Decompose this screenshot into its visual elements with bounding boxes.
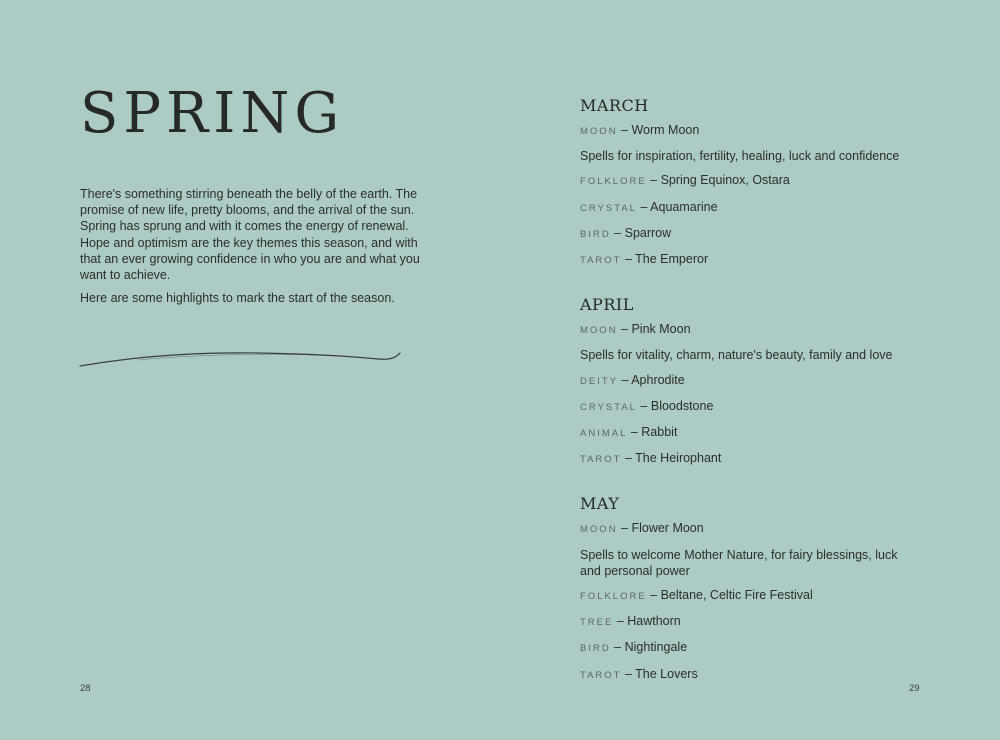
entry-key: BIRD: [580, 228, 611, 240]
entry-separator: –: [636, 199, 651, 214]
entry-value: Sparrow: [624, 225, 672, 240]
month-entry: [580, 347, 920, 363]
entry-separator: –: [617, 521, 632, 536]
entry-value: The Lovers: [635, 666, 698, 681]
entry-separator: –: [646, 588, 661, 603]
month-entry: [580, 372, 920, 390]
entry-key: TAROT: [580, 255, 622, 267]
entry-key: ANIMAL: [580, 428, 628, 440]
entry-separator: –: [613, 614, 628, 629]
entry-key: MOON: [580, 126, 618, 137]
entry-value: Hawthorn: [627, 614, 681, 629]
entry-key: CRYSTAL: [580, 401, 637, 413]
entry-separator: –: [621, 451, 636, 466]
entry-key: DEITY: [580, 375, 618, 387]
entry-value: Flower Moon: [631, 521, 704, 536]
decorative-swash: [78, 348, 404, 372]
intro-text: [80, 186, 430, 313]
entry-separator: –: [627, 425, 642, 440]
entry-key: BIRD: [580, 643, 611, 655]
entry-key: TREE: [580, 617, 614, 629]
intro-paragraph: There's something stirring beneath the belly of the earth. The promise of new life, pretty blooms, and the arrival of the sun. Spring has sprung and with it comes the energy of renewal. Hope and optimism are the key themes this season, and with that an ever growing confidence in who you are and what you want to achieve.: [80, 187, 420, 283]
entry-separator: –: [621, 252, 636, 267]
entry-value: Spells to welcome Mother Nature, for fairy blessings, luck and personal power: [580, 547, 898, 578]
entry-value: Spells for vitality, charm, nature's beauty, family and love: [580, 348, 893, 363]
entry-separator: –: [617, 372, 632, 387]
entry-value: Spells for inspiration, fertility, healing, luck and confidence: [580, 149, 900, 164]
entry-value: The Emperor: [635, 252, 709, 267]
entry-value: Rabbit: [641, 425, 678, 440]
month-entry: [580, 172, 920, 190]
entry-separator: –: [610, 225, 625, 240]
entry-value: Pink Moon: [631, 322, 691, 337]
entry-separator: –: [621, 666, 636, 681]
entry-value: The Heirophant: [635, 451, 722, 466]
entry-separator: –: [610, 640, 625, 655]
month-entry: [580, 225, 920, 243]
month-section: [580, 295, 920, 468]
entry-key: FOLKLORE: [580, 176, 647, 188]
entry-key: CRYSTAL: [580, 202, 637, 214]
month-entry: [580, 321, 920, 339]
entry-key: MOON: [580, 325, 618, 337]
entry-value: Spring Equinox, Ostara: [660, 173, 790, 188]
page-number-left: 28: [80, 683, 91, 694]
entry-key: MOON: [580, 524, 618, 536]
month-section: [580, 96, 920, 269]
month-section: [580, 494, 920, 683]
month-entry: [580, 450, 920, 468]
month-entry: [580, 424, 920, 442]
entry-key: TAROT: [580, 454, 622, 466]
month-entry: [580, 639, 920, 657]
entry-value: Worm Moon: [631, 123, 700, 137]
month-entry: [580, 666, 920, 684]
month-entry: [580, 587, 920, 605]
month-entry: [580, 251, 920, 269]
months-list: [580, 96, 920, 710]
entry-value: Aquamarine: [650, 199, 718, 214]
month-entry: [580, 520, 920, 538]
month-title: MAY: [580, 494, 620, 514]
entry-separator: –: [617, 322, 632, 337]
entry-value: Nightingale: [624, 640, 688, 655]
month-entry: [580, 148, 920, 164]
month-entry: [580, 398, 920, 416]
month-entry: [580, 547, 920, 579]
entry-value: Aphrodite: [631, 372, 685, 387]
entry-key: FOLKLORE: [580, 591, 647, 603]
month-title: MARCH: [580, 96, 649, 115]
month-entry: [580, 122, 920, 140]
month-entry: [580, 199, 920, 217]
entry-separator: –: [617, 123, 632, 137]
page-number-right: 29: [909, 683, 920, 694]
entry-value: Beltane, Celtic Fire Festival: [660, 588, 813, 603]
entry-separator: –: [636, 398, 651, 413]
entry-value: Bloodstone: [650, 398, 714, 413]
page-title: SPRING: [80, 81, 345, 146]
intro-paragraph: Here are some highlights to mark the start of the season.: [80, 291, 395, 306]
month-entry: [580, 613, 920, 631]
month-title: APRIL: [580, 295, 634, 315]
entry-key: TAROT: [580, 669, 622, 681]
entry-separator: –: [646, 173, 661, 188]
